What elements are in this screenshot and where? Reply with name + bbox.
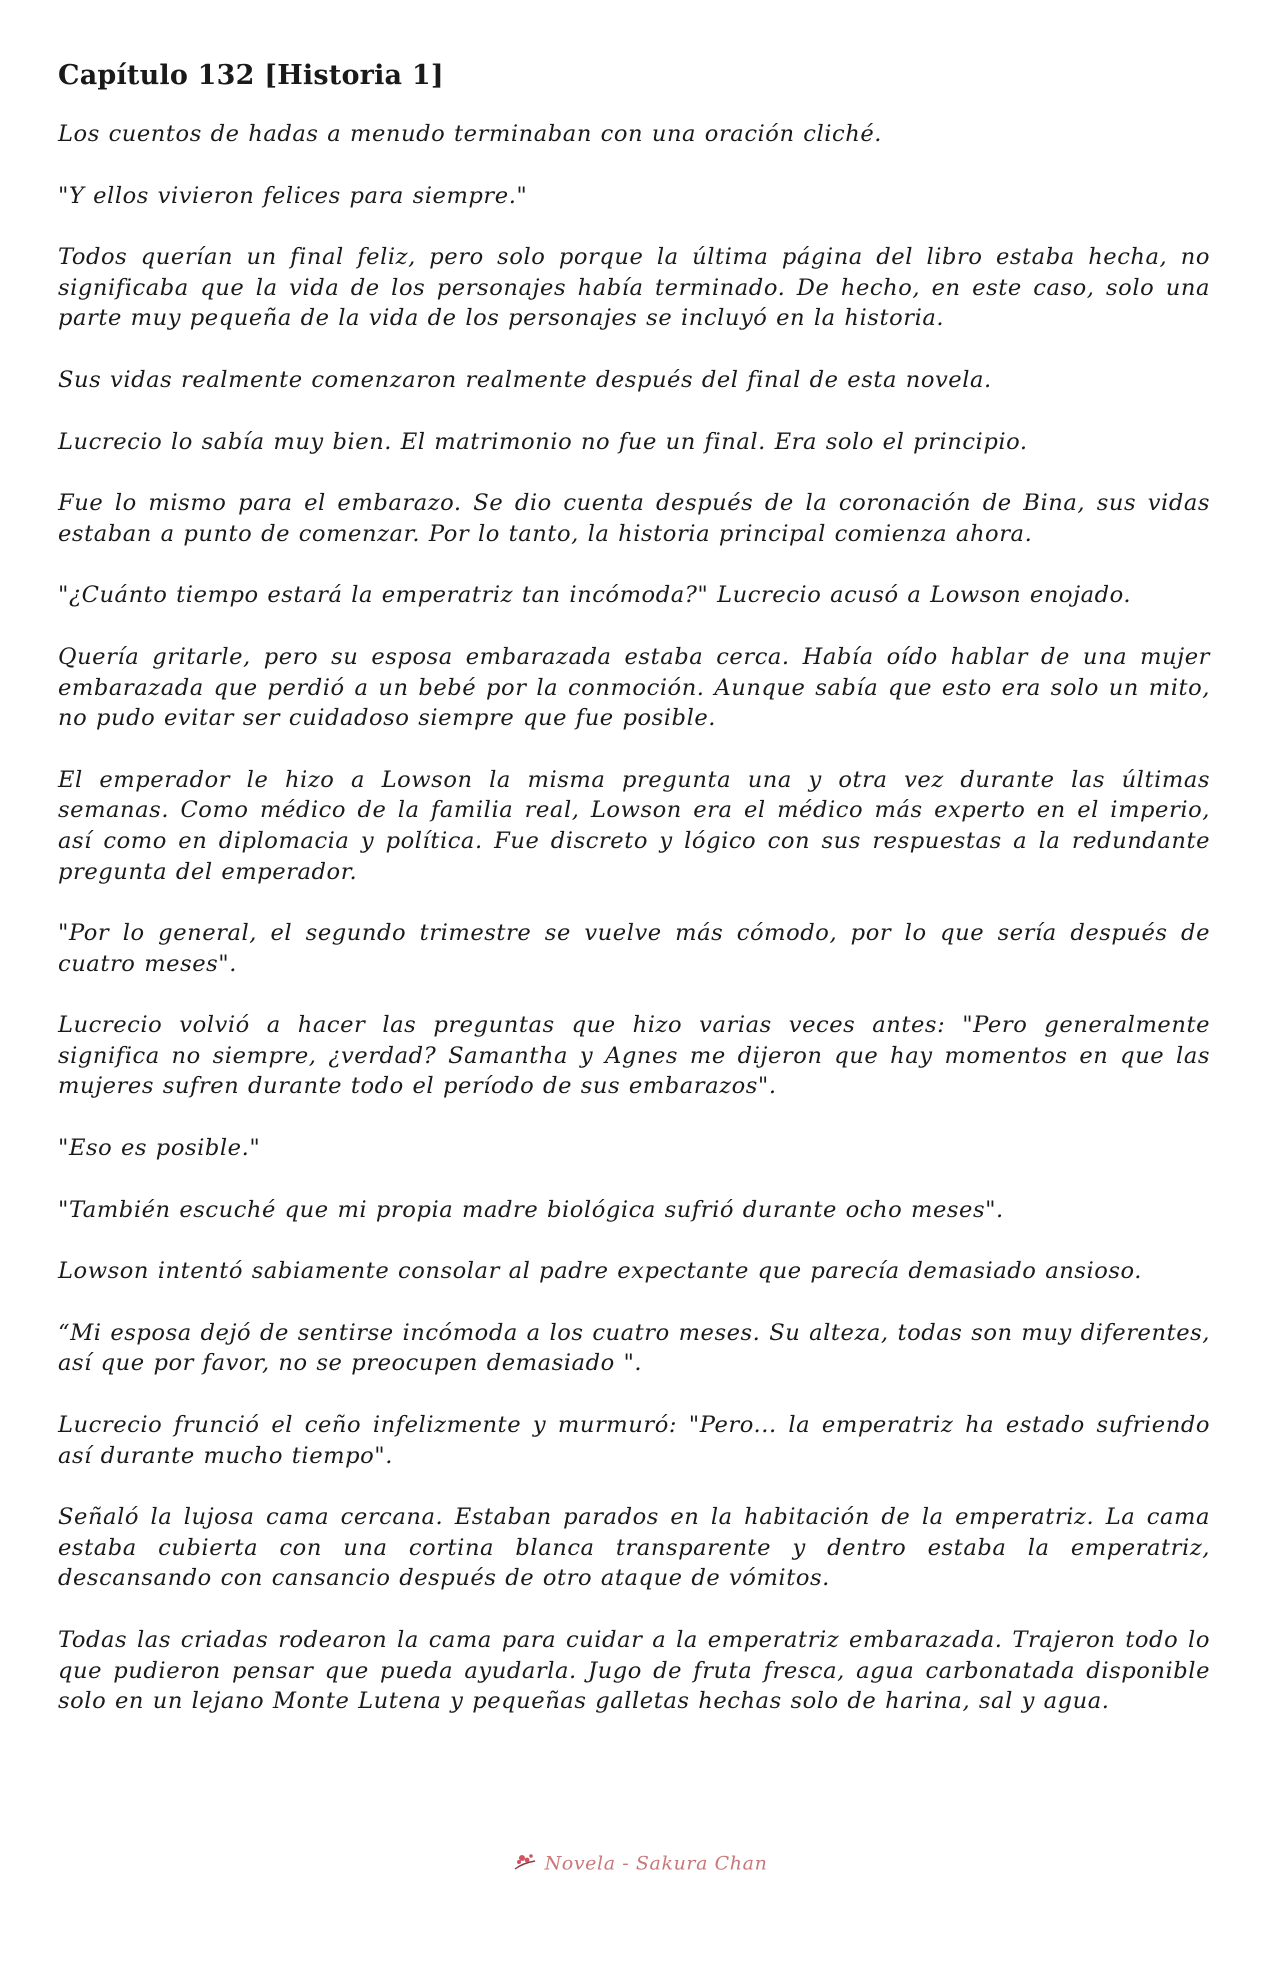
paragraph: Lucrecio volvió a hacer las preguntas que hizo varias veces antes: "Pero generalmente significa no siempre, ¿verdad? Samantha y Agnes me dijeron que hay momentos en que las mujeres sufren durante todo el período de sus embarazos". xyxy=(58,1012,1210,1100)
paragraph: "Eso es posible." xyxy=(58,1135,261,1162)
paragraph: Los cuentos de hadas a menudo terminaban con una oración cliché. xyxy=(58,121,882,147)
paragraph: "También escuché que mi propia madre biológica sufrió durante ocho meses". xyxy=(58,1196,1004,1223)
paragraph: Todos querían un final feliz, pero solo porque la última página del libro estaba hecha, no significaba que la vida de los personajes había terminado. De hecho, en este caso, solo una parte muy pequeña de la vida de los personajes se incluyó en la historia. xyxy=(58,244,1210,332)
paragraph: Lowson intentó sabiamente consolar al padre expectante que parecía demasiado ansioso. xyxy=(58,1258,1143,1285)
paragraph: El emperador le hizo a Lowson la misma pregunta una y otra vez durante las últimas semanas. Como médico de la familia real, Lowson era el médico más experto en el imperio, así como en diplomacia y política. Fue discreto y lógico con sus respuestas a la redundante pregunta del emperador. xyxy=(58,766,1210,885)
paragraph: Todas las criadas rodearon la cama para cuidar a la emperatriz embarazada. Trajeron todo lo que pudieron pensar que pueda ayudarla. Jugo de fruta fresca, agua carbonatada disponible solo en un lejano Monte Lutena y pequeñas galletas hechas solo de harina, sal y agua. xyxy=(58,1627,1210,1715)
paragraph: Señaló la lujosa cama cercana. Estaban parados en la habitación de la emperatriz. La cama estaba cubierta con una cortina blanca transparente y dentro estaba la emperatriz, descansando con cansancio después de otro ataque de vómitos. xyxy=(58,1504,1210,1592)
document-page xyxy=(58,58,1210,1748)
paragraph: “Mi esposa dejó de sentirse incómoda a los cuatro meses. Su alteza, todas son muy diferentes, así que por favor, no se preocupen demasiado ". xyxy=(58,1319,1210,1377)
paragraph: Lucrecio frunció el ceño infelizmente y murmuró: "Pero... la emperatriz ha estado sufriendo así durante mucho tiempo". xyxy=(58,1412,1210,1469)
paragraph: Quería gritarle, pero su esposa embarazada estaba cerca. Había oído hablar de una mujer embarazada que perdió a un bebé por la conmoción. Aunque sabía que esto era solo un mito, no pudo evitar ser cuidadoso siempre que fue posible. xyxy=(58,643,1210,732)
paragraph: Fue lo mismo para el embarazo. Se dio cuenta después de la coronación de Bina, sus vidas estaban a punto de comenzar. Por lo tanto, la historia principal comienza ahora. xyxy=(58,490,1210,547)
sakura-flower-icon xyxy=(513,1852,539,1877)
paragraph: "Por lo general, el segundo trimestre se vuelve más cómodo, por lo que sería después de cuatro meses". xyxy=(58,920,1210,977)
paragraph: "Y ellos vivieron felices para siempre." xyxy=(58,182,528,209)
paragraph: "¿Cuánto tiempo estará la emperatriz tan incómoda?" Lucrecio acusó a Lowson enojado. xyxy=(58,582,1132,609)
watermark xyxy=(0,1852,1280,1877)
watermark-text: Novela - Sakura Chan xyxy=(544,1852,768,1875)
paragraph: Lucrecio lo sabía muy bien. El matrimonio no fue un final. Era solo el principio. xyxy=(58,428,1028,455)
paragraph: Sus vidas realmente comenzaron realmente después del final de esta novela. xyxy=(58,366,992,393)
chapter-title: Capítulo 132 [Historia 1] xyxy=(58,60,444,91)
